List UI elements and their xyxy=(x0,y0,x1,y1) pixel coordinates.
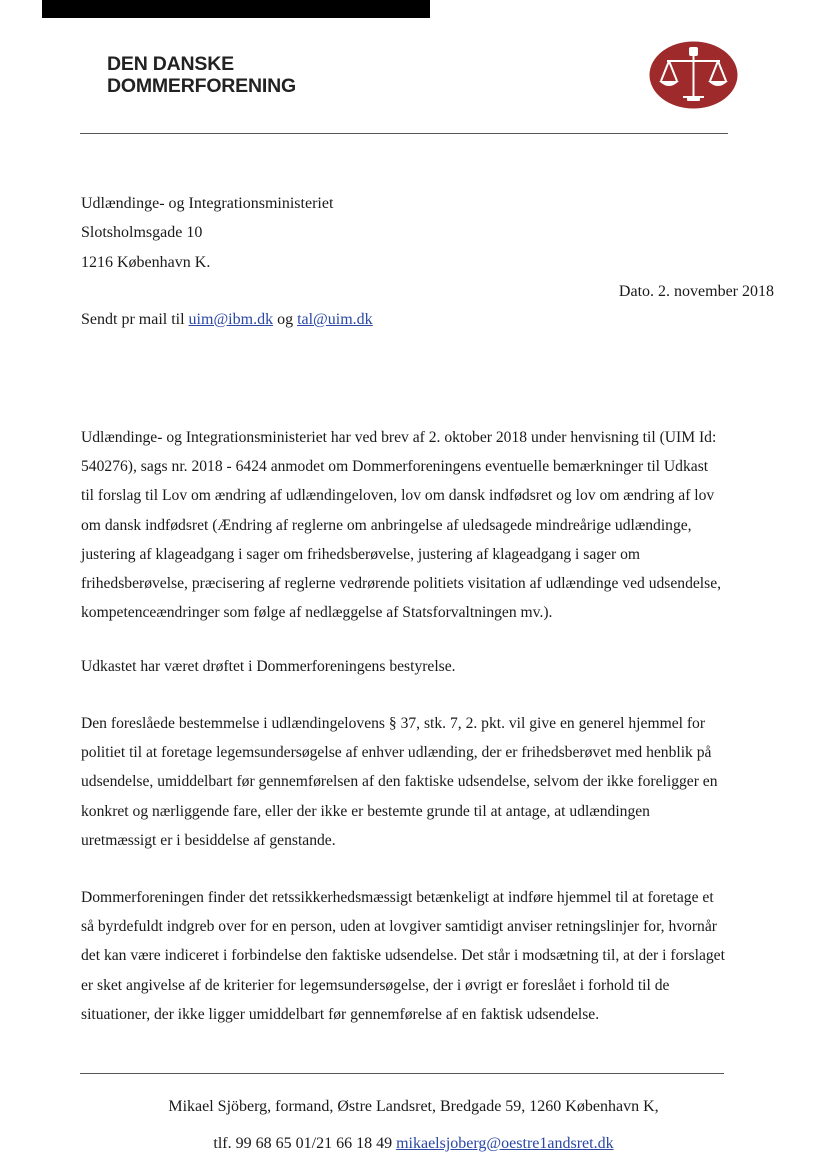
paragraph-line: er sket angivelse af de kriterier for legemsundersøgelse, der i øvrigt er foreslået i forhold til de xyxy=(81,976,670,994)
organization-name xyxy=(107,53,296,97)
sent-prefix: Sendt pr mail til xyxy=(81,311,185,328)
paragraph-provision xyxy=(81,709,781,855)
paragraph-line: Dommerforeningen finder det retssikkerhedsmæssigt betænkeligt at indføre hjemmel til at foretage et xyxy=(81,889,714,906)
paragraph-line: frihedsberøvelse, præcisering af reglerne vedrørende politiets visitation af udlændinge ved udsendelse, xyxy=(81,575,722,593)
redaction-bar xyxy=(42,0,430,18)
footer-divider xyxy=(80,1073,724,1074)
footer-contact xyxy=(0,1134,827,1154)
footer-phone: tlf. 99 68 65 01/21 66 18 49 xyxy=(213,1135,393,1152)
paragraph-line: Udlændinge- og Integrationsministeriet har ved brev af 2. oktober 2018 under henvisning til (UIM Id: xyxy=(81,429,717,446)
recipient-city: 1216 København K. xyxy=(81,254,211,271)
paragraph-line: situationer, der ikke ligger umiddelbart før gennemførelse af en faktisk udsendelse. xyxy=(81,1005,600,1023)
organization-name-line1: DEN DANSKE xyxy=(107,53,234,75)
paragraph-line: udsendelse, umiddelbart før gennemførelsen af den faktiske udsendelse, selvom der ikke foreligger en xyxy=(81,773,718,791)
paragraph-line: Udkastet har været drøftet i Dommerforeningens bestyrelse. xyxy=(81,658,456,675)
recipient-name: Udlændinge- og Integrationsministeriet xyxy=(81,195,334,212)
footer-address: Mikael Sjöberg, formand, Østre Landsret, Bredgade 59, 1260 København K, xyxy=(168,1098,659,1115)
paragraph-line: Den foreslåede bestemmelse i udlændingelovens § 37, stk. 7, 2. pkt. vil give en generel hjemmel for xyxy=(81,715,706,732)
paragraph-line: kompetenceændringer som følge af nedlæggelse af Statsforvaltningen mv.). xyxy=(81,604,553,622)
paragraph-assessment xyxy=(81,883,781,1029)
paragraph-line: politiet til at foretage legemsundersøgelse af enhver udlænding, der er frihedsberøvet med henblik på xyxy=(81,744,712,762)
paragraph-introduction xyxy=(81,423,781,627)
email-link-tal[interactable]: tal@uim.dk xyxy=(297,311,373,328)
sent-by-mail-line xyxy=(81,310,373,330)
paragraph-line: uretmæssigt er i besiddelse af genstande. xyxy=(81,831,336,849)
paragraph-line: justering af klageadgang i sager om frihedsberøvelse, justering af klageadgang i sager om xyxy=(81,545,641,563)
paragraph-line: det kan være indiceret i forbindelse den faktiske udsendelse. Det står i modsætning til, at der i forslaget xyxy=(81,947,725,965)
paragraph-line: om dansk indfødsret (Ændring af reglerne om anbringelse af uledsagede mindreårige udlændinge, xyxy=(81,516,692,534)
letter-date: Dato. 2. november 2018 xyxy=(618,283,774,300)
organization-name-line2: DOMMERFORENING xyxy=(107,75,296,97)
scales-of-justice-icon xyxy=(649,41,738,109)
paragraph-line: til forslag til Lov om ændring af udlændingeloven, lov om dansk indfødsret og lov om ændring af lov xyxy=(81,487,715,505)
paragraph-line: 540276), sags nr. 2018 - 6424 anmodet om Dommerforeningens eventuelle bemærkninger til Udkast xyxy=(81,458,709,476)
paragraph-board-discussion xyxy=(81,652,781,681)
paragraph-line: så byrdefuldt indgreb over for en person, uden at lovgiver samtidigt anviser retningslinjer for, hvornår xyxy=(81,918,717,936)
sent-conjunction: og xyxy=(277,311,294,328)
paragraph-line: konkret og nærliggende fare, eller der ikke er bestemte grunde til at antage, at udlændingen xyxy=(81,802,650,820)
recipient-street: Slotsholmsgade 10 xyxy=(81,224,203,241)
email-link-uim[interactable]: uim@ibm.dk xyxy=(188,311,274,328)
footer-email-link[interactable]: mikaelsjoberg@oestre1andsret.dk xyxy=(396,1135,614,1152)
header-divider xyxy=(80,133,728,134)
